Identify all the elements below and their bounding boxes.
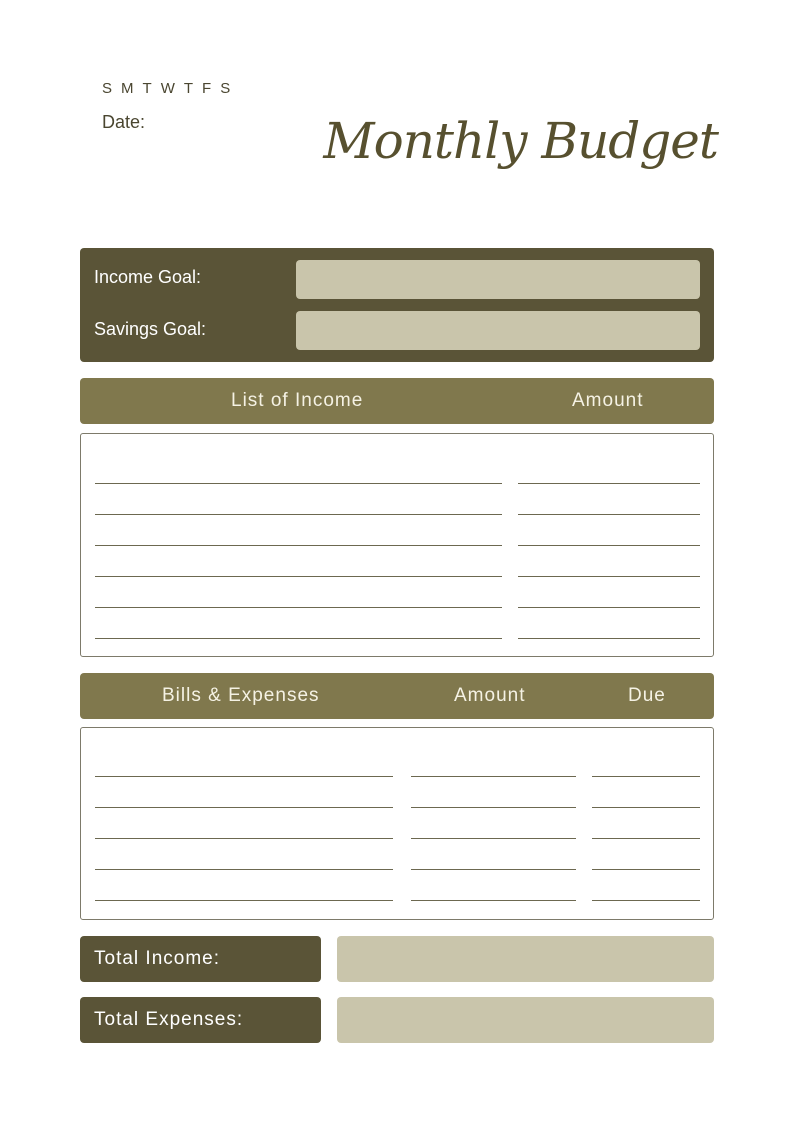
expense-amount-line[interactable]: [411, 900, 576, 901]
expense-due-line[interactable]: [592, 838, 700, 839]
total-income-field[interactable]: [337, 936, 714, 982]
expenses-due-heading: Due: [628, 685, 666, 706]
savings-goal-label: Savings Goal:: [94, 319, 207, 339]
income-goal-field[interactable]: [296, 260, 700, 299]
income-amount-line[interactable]: [518, 545, 700, 546]
expense-amount-line[interactable]: [411, 807, 576, 808]
income-source-line[interactable]: [95, 483, 502, 484]
income-amount-line[interactable]: [518, 638, 700, 639]
bills-expenses-heading: Bills & Expenses: [162, 685, 320, 706]
day-wednesday[interactable]: W: [160, 80, 175, 97]
expenses-list-box: [80, 727, 714, 920]
day-monday[interactable]: M: [121, 80, 134, 97]
expenses-header-bar: [80, 673, 714, 719]
expense-name-line[interactable]: [95, 776, 393, 777]
expense-amount-line[interactable]: [411, 869, 576, 870]
expense-name-line[interactable]: [95, 900, 393, 901]
day-sunday[interactable]: S: [102, 80, 113, 97]
income-source-line[interactable]: [95, 514, 502, 515]
expense-amount-line[interactable]: [411, 776, 576, 777]
total-income-label: Total Income:: [94, 948, 220, 969]
total-income-label-box: [80, 936, 321, 982]
day-thursday[interactable]: T: [183, 80, 194, 97]
savings-goal-field[interactable]: [296, 311, 700, 350]
list-of-income-heading: List of Income: [231, 390, 364, 411]
income-list-box: [80, 433, 714, 657]
weekday-selector: [102, 80, 239, 97]
income-source-line[interactable]: [95, 607, 502, 608]
income-goal-label: Income Goal:: [94, 267, 202, 287]
expense-name-line[interactable]: [95, 807, 393, 808]
income-amount-line[interactable]: [518, 514, 700, 515]
goals-panel: [80, 248, 714, 362]
expenses-amount-heading: Amount: [454, 685, 526, 706]
expense-due-line[interactable]: [592, 807, 700, 808]
income-amount-line[interactable]: [518, 576, 700, 577]
expense-name-line[interactable]: [95, 838, 393, 839]
total-expenses-label: Total Expenses:: [94, 1009, 244, 1030]
expense-due-line[interactable]: [592, 900, 700, 901]
income-source-line[interactable]: [95, 638, 502, 639]
total-expenses-field[interactable]: [337, 997, 714, 1043]
expense-name-line[interactable]: [95, 869, 393, 870]
total-expenses-label-box: [80, 997, 321, 1043]
day-tuesday[interactable]: T: [142, 80, 152, 97]
expense-due-line[interactable]: [592, 776, 700, 777]
income-amount-heading: Amount: [572, 390, 644, 411]
income-amount-line[interactable]: [518, 607, 700, 608]
income-source-line[interactable]: [95, 576, 502, 577]
day-friday[interactable]: F: [202, 80, 212, 97]
expense-due-line[interactable]: [592, 869, 700, 870]
day-saturday[interactable]: S: [220, 80, 231, 97]
page-title: Monthly Budget: [323, 112, 718, 170]
date-label: Date:: [102, 112, 146, 132]
income-header-bar: [80, 378, 714, 424]
income-source-line[interactable]: [95, 545, 502, 546]
income-amount-line[interactable]: [518, 483, 700, 484]
expense-amount-line[interactable]: [411, 838, 576, 839]
